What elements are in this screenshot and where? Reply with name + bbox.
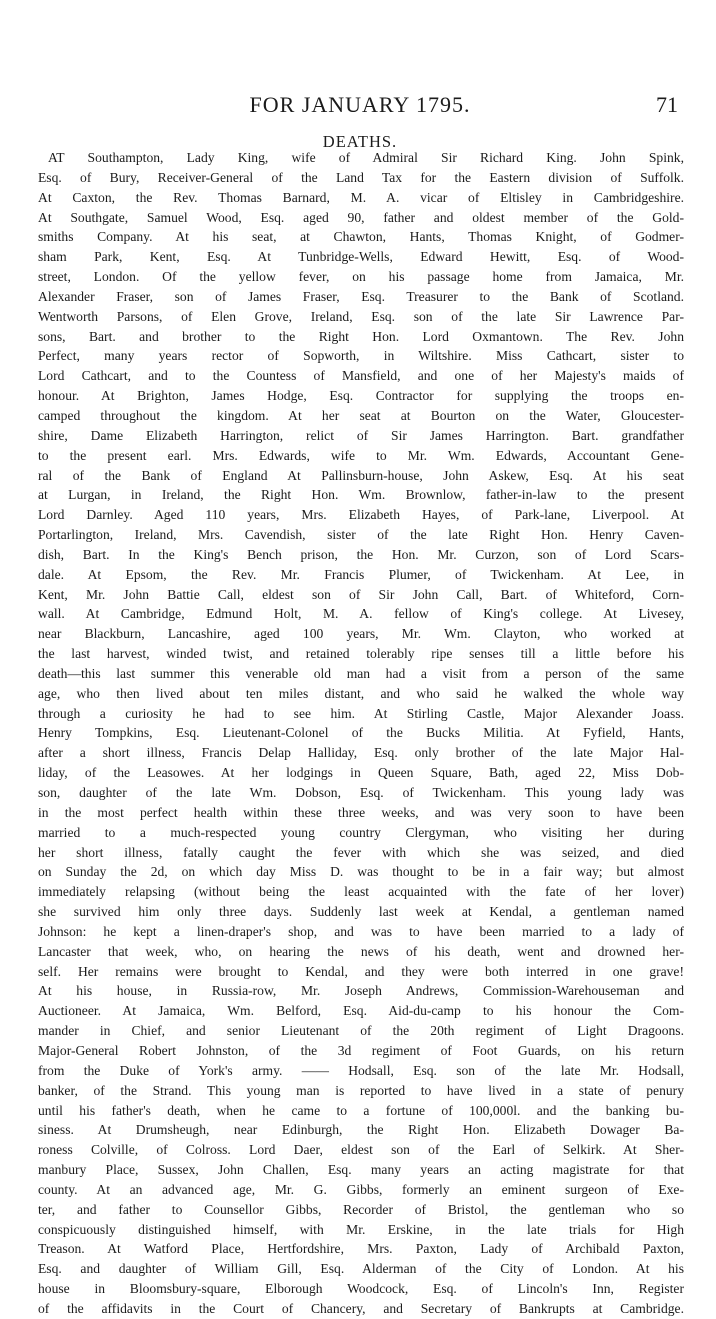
page-number: 71 — [656, 92, 678, 117]
text-line: Major-General Robert Johnston, of the 3d regiment of Foot Guards, on his return — [38, 1042, 684, 1058]
text-line: conspicuously distinguished himself, with Mr. Erskine, in the late trials for High — [38, 1221, 684, 1237]
text-line: married to a much-respected young country Clergyman, who visiting her during — [38, 824, 684, 840]
text-line: self. Her remains were brought to Kendal, and they were both interred in one grave! — [38, 963, 684, 979]
text-line: until his father's death, when he came to a fortune of 100,000l. and the banking bu- — [38, 1102, 684, 1118]
text-line: Lord Darnley. Aged 110 years, Mrs. Elizabeth Hayes, of Park-lane, Liverpool. At — [38, 507, 684, 523]
text-line: sons, Bart. and brother to the Right Hon. Lord Oxmantown. The Rev. John — [38, 328, 684, 344]
text-line: Esq. and daughter of William Gill, Esq. Alderman of the City of London. At his — [38, 1261, 684, 1277]
text-line: of the affidavits in the Court of Chancery, and Secretary of Bankrupts at Cambridge. — [38, 1300, 684, 1316]
text-line: to the present earl. Mrs. Edwards, wife to Mr. Wm. Edwards, Accountant Gene- — [38, 447, 684, 463]
text-line: in the most perfect health within these three weeks, and was very soon to have been — [38, 804, 684, 820]
text-line: her short illness, fatally caught the fever with which she was seized, and died — [38, 844, 684, 860]
text-line: Esq. of Bury, Receiver-General of the Land Tax for the Eastern division of Suffolk. — [38, 169, 684, 185]
text-line: AT Southampton, Lady King, wife of Admiral Sir Richard King. John Spink, — [48, 150, 684, 165]
deaths-text — [38, 148, 684, 1319]
text-line: after a short illness, Francis Delap Halliday, Esq. only brother of the late Major Hal- — [38, 745, 684, 761]
text-line: manbury Place, Sussex, John Challen, Esq. many years an acting magistrate for that — [38, 1162, 684, 1178]
text-line: shire, Dame Elizabeth Harrington, relict of Sir James Harrington. Bart. grandfather — [38, 427, 684, 443]
section-title: DEATHS. — [322, 132, 398, 151]
text-line: roness Colville, of Colross. Lord Daer, eldest son of the Earl of Selkirk. At Sher- — [38, 1142, 684, 1158]
running-title: FOR JANUARY 1795. — [249, 92, 471, 117]
text-line: immediately relapsing (without being the least acquainted with the fate of her lover) — [38, 884, 684, 900]
text-line: camped throughout the kingdom. At her seat at Bourton on the Water, Gloucester- — [38, 407, 684, 423]
text-line: ral of the Bank of England At Pallinsburn-house, John Askew, Esq. At his seat — [38, 467, 684, 483]
text-line: son, daughter of the late Wm. Dobson, Esq. of Twickenham. This young lady was — [38, 785, 684, 800]
text-line: Alexander Fraser, son of James Fraser, Esq. Treasurer to the Bank of Scotland. — [38, 288, 684, 304]
text-line: near Blackburn, Lancashire, aged 100 years, Mr. Wm. Clayton, who worked at — [38, 626, 684, 642]
text-line: Lancaster that week, who, on hearing the news of his death, went and drowned her- — [38, 943, 684, 959]
text-line: dale. At Epsom, the Rev. Mr. Francis Plumer, of Twickenham. At Lee, in — [38, 566, 684, 582]
text-line: banker, of the Strand. This young man is reported to have lived in a state of penury — [38, 1082, 684, 1098]
text-line: Perfect, many years rector of Sopworth, in Wiltshire. Miss Cathcart, sister to — [38, 348, 684, 364]
text-line: At his house, in Russia-row, Mr. Joseph Andrews, Commission-Warehouseman and — [38, 983, 684, 999]
text-line: At Southgate, Samuel Wood, Esq. aged 90, father and oldest member of the Gold- — [38, 209, 684, 225]
page-header — [40, 92, 680, 122]
text-line: Treason. At Watford Place, Hertfordshire, Mrs. Paxton, Lady of Archibald Paxton, — [38, 1241, 684, 1257]
text-line: Wentworth Parsons, of Elen Grove, Ireland, Esq. son of the late Sir Lawrence Par- — [38, 308, 684, 324]
text-line: mander in Chief, and senior Lieutenant of the 20th regiment of Light Dragoons. — [38, 1023, 684, 1039]
text-line: smiths Company. At his seat, at Chawton, Hants, Thomas Knight, of Godmer- — [38, 229, 684, 245]
text-line: street, London. Of the yellow fever, on his passage home from Jamaica, Mr. — [38, 269, 684, 285]
text-line: the last harvest, winded twist, and retained tolerably ripe senses till a little before his — [38, 646, 684, 662]
text-line: age, who then lived about ten miles distant, and who said he walked the whole way — [38, 685, 684, 701]
text-line: Auctioneer. At Jamaica, Wm. Belford, Esq. Aid-du-camp to his honour the Com- — [38, 1003, 684, 1019]
text-line: Johnson: he kept a linen-draper's shop, and was to have been married to a lady of — [38, 923, 684, 939]
text-line: Henry Tompkins, Esq. Lieutenant-Colonel of the Bucks Militia. At Fyfield, Hants, — [38, 725, 684, 741]
text-line: liday, of the Leasowes. At her lodgings in Queen Square, Bath, aged 22, Miss Dob- — [38, 765, 684, 781]
text-line: through a curiosity he had to see him. At Stirling Castle, Major Alexander Joass. — [38, 705, 684, 721]
text-line: house in Bloomsbury-square, Elborough Woodcock, Esq. of Lincoln's Inn, Register — [38, 1281, 684, 1297]
text-line: from the Duke of York's army. —— Hodsall, Esq. son of the late Mr. Hodsall, — [38, 1062, 684, 1078]
text-line: ter, and father to Counsellor Gibbs, Recorder of Bristol, the gentleman who so — [38, 1201, 684, 1217]
text-line: siness. At Drumsheugh, near Edinburgh, the Right Hon. Elizabeth Dowager Ba- — [38, 1122, 684, 1138]
text-line: Kent, Mr. John Battie Call, eldest son of Sir John Call, Bart. of Whiteford, Corn- — [38, 586, 684, 602]
text-line: wall. At Cambridge, Edmund Holt, M. A. fellow of King's college. At Livesey, — [38, 606, 684, 622]
text-line: she survived him only three days. Suddenly last week at Kendal, a gentleman named — [38, 904, 684, 920]
text-line: on Sunday the 2d, on which day Miss D. was thought to be in a fair way; but almost — [38, 864, 684, 880]
text-line: Portarlington, Ireland, Mrs. Cavendish, sister of the late Right Hon. Henry Caven- — [38, 527, 684, 543]
text-line: Lord Cathcart, and to the Countess of Mansfield, and one of her Majesty's maids of — [38, 368, 684, 384]
text-line: county. At an advanced age, Mr. G. Gibbs, formerly an eminent surgeon of Exe- — [38, 1181, 684, 1197]
text-line: honour. At Brighton, James Hodge, Esq. Contractor for supplying the troops en- — [38, 388, 684, 404]
text-line: At Caxton, the Rev. Thomas Barnard, M. A. vicar of Eltisley in Cambridgeshire. — [38, 189, 684, 205]
text-line: sham Park, Kent, Esq. At Tunbridge-Wells, Edward Hewitt, Esq. of Wood- — [38, 249, 684, 265]
text-line: at Lurgan, in Ireland, the Right Hon. Wm. Brownlow, father-in-law to the present — [38, 487, 684, 503]
text-line: dish, Bart. In the King's Bench prison, the Hon. Mr. Curzon, son of Lord Scars- — [38, 546, 684, 562]
text-line: death—this last summer this venerable old man had a visit from a person of the same — [38, 665, 684, 681]
